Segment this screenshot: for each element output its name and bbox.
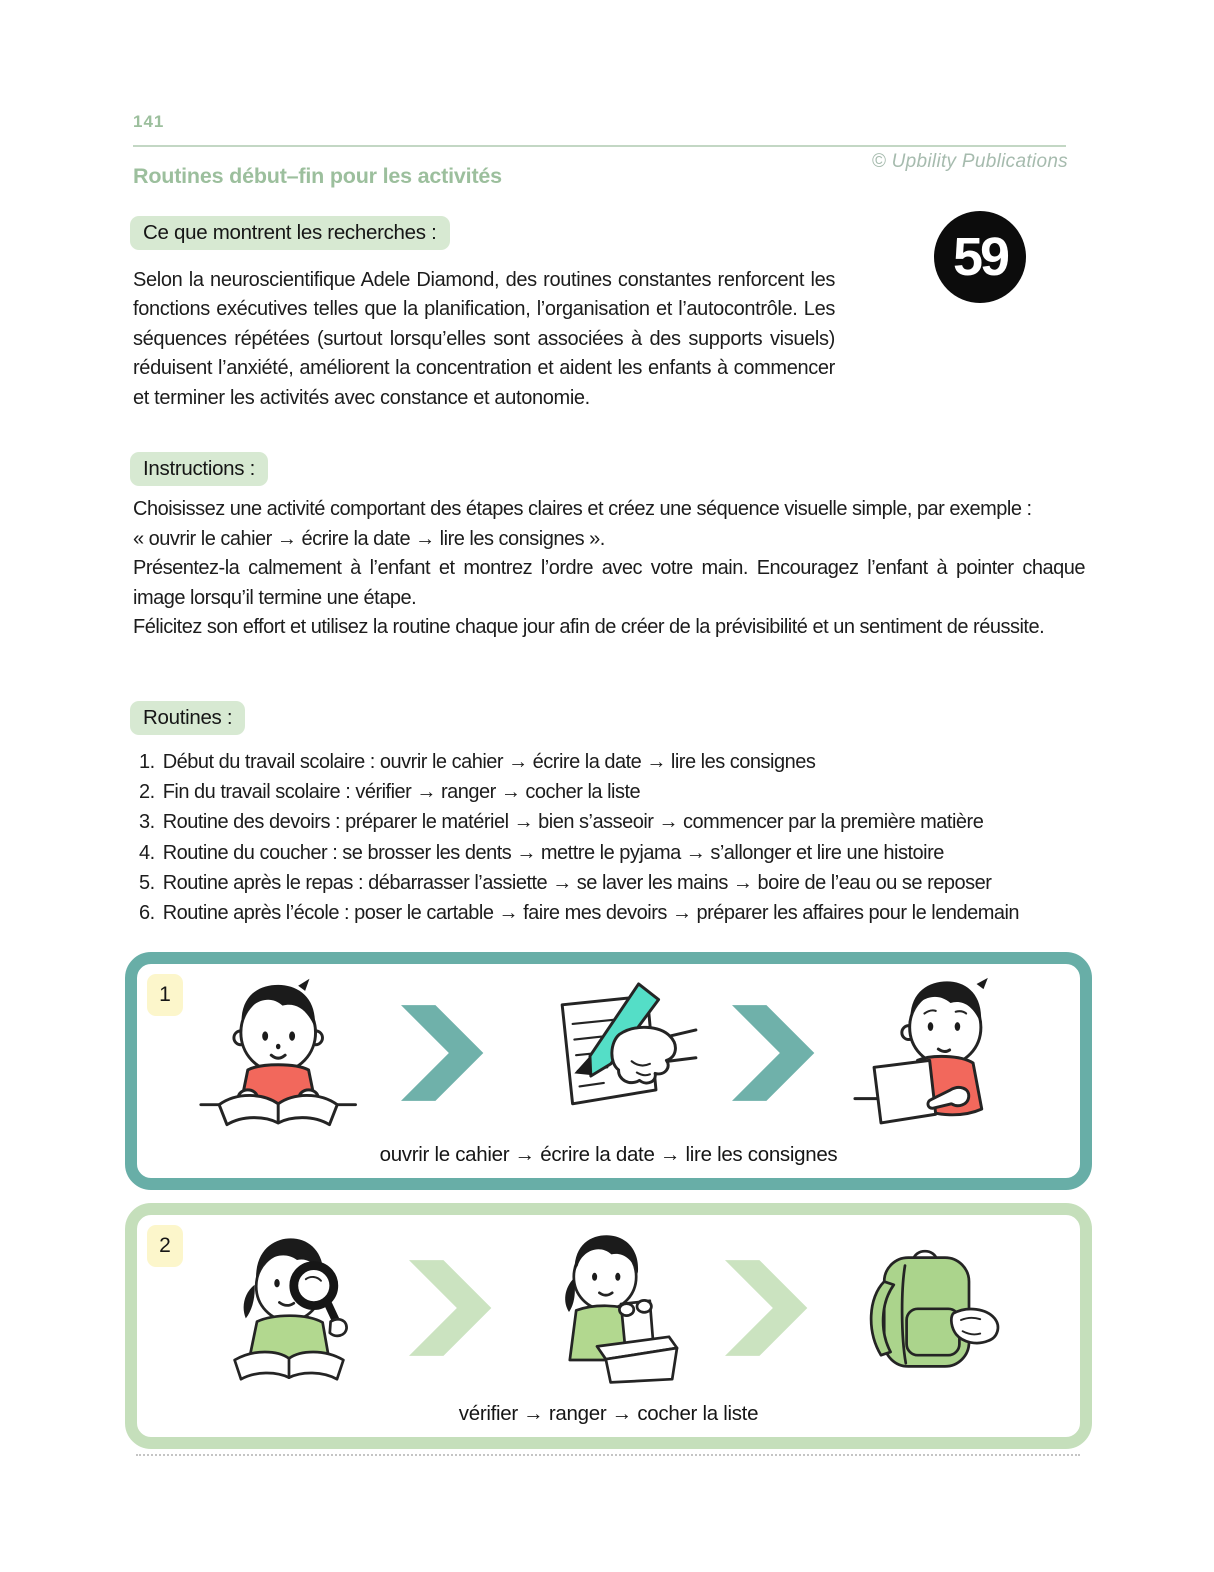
routine-number: 6. xyxy=(139,902,155,925)
routine-number: 1. xyxy=(139,751,155,773)
routine-item xyxy=(139,838,1091,868)
routine-text: Routine du coucher : se brosser les dents → mettre le pyjama → s’allonger et lire une histoire xyxy=(162,841,944,864)
green-backpack-illustration xyxy=(841,1232,1009,1384)
card-number-badge: 2 xyxy=(147,1225,183,1267)
routines-label-chip: Routines : xyxy=(130,701,245,735)
routine-item xyxy=(139,868,1091,898)
hand-writing-with-pen-illustration xyxy=(517,977,699,1129)
instructions-line-1: Choisissez une activité comportant des étapes claires et créez une séquence visuelle simple, par exemple : xyxy=(133,498,1032,520)
routine-text: Routine après l’école : poser le cartable → faire mes devoirs → préparer les affaires pour le lendemain xyxy=(162,902,1020,925)
routine-text: Routine après le repas : débarrasser l’assiette → se laver les mains → boire de l’eau ou se reposer xyxy=(162,871,992,894)
sequence-steps-row xyxy=(137,972,1080,1134)
girl-putting-paper-in-box-illustration xyxy=(525,1232,693,1384)
sequence-card-1 xyxy=(125,952,1092,1190)
routine-number: 3. xyxy=(139,811,155,834)
chevron-right-icon xyxy=(401,1002,485,1104)
sequence-steps-row xyxy=(137,1223,1080,1393)
card-number-badge: 1 xyxy=(147,974,183,1016)
instructions-label-chip: Instructions : xyxy=(130,452,268,486)
routine-number: 5. xyxy=(139,871,155,894)
copyright-notice: © Upbility Publications xyxy=(871,151,1068,172)
instructions-line-4: Félicitez son effort et utilisez la routine chaque jour afin de créer de la prévisibilité et un sentiment de réussite. xyxy=(133,616,1045,639)
research-paragraph: Selon la neuroscientifique Adele Diamond, des routines constantes renforcent les fonctions exécutives telles que la planification, l’organisation et l’autocontrôle. Les séquences répétées (surtout lorsqu’elles sont associées à des supports visuels) réduisent l’anxiété, améliorent la concentration et aident les enfants à commencer et terminer les activités avec constance et autonomie. xyxy=(133,269,835,409)
routine-item xyxy=(139,777,1091,807)
routine-number: 2. xyxy=(139,781,155,804)
research-label-chip: Ce que montrent les recherches : xyxy=(130,216,450,250)
boy-reading-open-book-illustration xyxy=(187,977,369,1129)
sequence-card-2 xyxy=(125,1203,1092,1449)
instructions-paragraphs xyxy=(133,495,1085,643)
page-title: Routines début–fin pour les activités xyxy=(133,164,502,188)
chevron-right-icon xyxy=(732,1002,816,1104)
routine-text: Début du travail scolaire : ouvrir le cahier → écrire la date → lire les consignes xyxy=(162,751,816,773)
routine-item xyxy=(139,747,1091,777)
routine-item xyxy=(139,898,1091,928)
page-number: 141 xyxy=(133,112,165,131)
sequence-caption: vérifier → ranger → cocher la liste xyxy=(458,1402,759,1425)
girl-checking-with-magnifier-illustration xyxy=(209,1232,377,1384)
routine-item xyxy=(139,807,1091,837)
routine-text: Routine des devoirs : préparer le matériel → bien s’asseoir → commencer par la première matière xyxy=(162,811,984,834)
boy-reading-sheet-illustration xyxy=(848,977,1030,1129)
instructions-line-2: « ouvrir le cahier → écrire la date → lire les consignes ». xyxy=(133,527,605,550)
routines-list xyxy=(139,747,1091,928)
sequence-caption: ouvrir le cahier → écrire la date → lire les consignes xyxy=(379,1143,838,1166)
routine-number: 4. xyxy=(139,841,155,864)
header-divider xyxy=(133,145,1066,147)
bottom-dotted-divider xyxy=(136,1454,1080,1456)
instructions-line-3: Présentez-la calmement à l’enfant et montrez l’ordre avec votre main. Encouragez l’enfant à pointer chaque image lorsqu’il termine une étape. xyxy=(133,557,1085,609)
routine-text: Fin du travail scolaire : vérifier → ranger → cocher la liste xyxy=(162,781,641,804)
activity-number-badge: 59 xyxy=(934,211,1026,303)
chevron-right-icon xyxy=(409,1257,493,1359)
chevron-right-icon xyxy=(725,1257,809,1359)
